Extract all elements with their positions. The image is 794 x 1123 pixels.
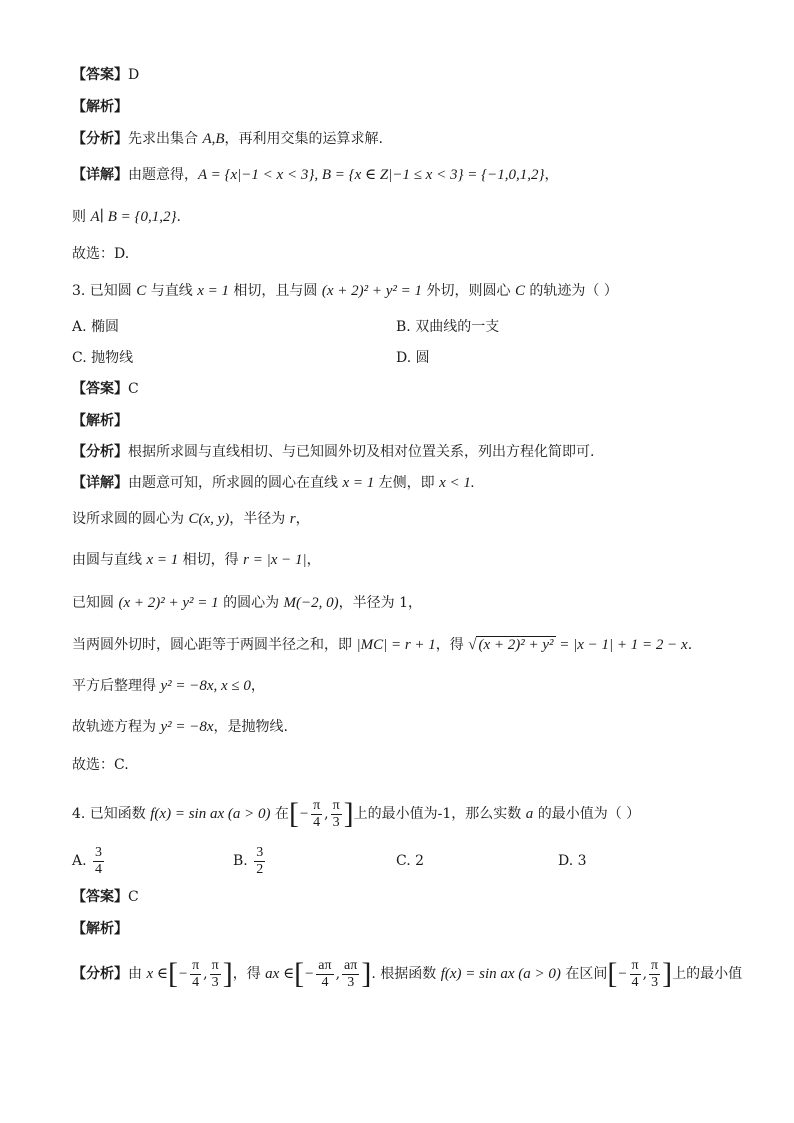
xiangjie-tag: 【详解】 (72, 475, 128, 491)
fenxi-text: 由 (128, 966, 147, 982)
frac-den: 3 (347, 974, 355, 990)
fenxi-text: 根据所求圆与直线相切、与已知圆外切及相对位置关系，列出方程化简即可. (128, 444, 595, 460)
punct: ， (295, 511, 310, 527)
fenxi-text: ，得 (232, 966, 266, 982)
solution-line-4 (72, 634, 692, 656)
math-expression: (x + 2)² + y² = 1 (321, 283, 423, 299)
math-expression: M(−2, 0) (283, 595, 339, 611)
left-bracket: [ (288, 797, 299, 830)
math-expression: A∣ B = {0,1,2} (90, 209, 177, 225)
analysis-heading-q4 (72, 918, 128, 940)
left-bracket: [ (294, 957, 305, 990)
frac-num: π (192, 957, 200, 973)
frac-num: aπ (318, 957, 332, 973)
xiangjie-line-q2 (72, 164, 558, 186)
right-bracket: ] (222, 957, 233, 990)
fenxi-text: ，再利用交集的运算求解. (224, 131, 383, 147)
then-line-q2 (72, 206, 181, 228)
fraction-pi-3 (210, 958, 221, 991)
analysis-tag: 【解析】 (72, 99, 128, 115)
option-d-q4: D. 3 (558, 853, 587, 869)
frac-den: 4 (95, 861, 103, 877)
math-expression: C(x, y) (188, 511, 230, 527)
solution-text: ，是抛物线. (213, 719, 288, 735)
xiangjie-text: 由题意得， (128, 167, 198, 183)
solution-text: ，半径为 1， (338, 595, 422, 611)
solution-text: 已知圆 (72, 595, 119, 611)
math-var: C (136, 283, 147, 299)
frac-den: 4 (321, 974, 329, 990)
fraction-pi-3 (649, 958, 660, 991)
analysis-tag: 【解析】 (72, 921, 128, 937)
math-expression: r = |x − 1| (243, 552, 307, 568)
frac-num: π (332, 797, 340, 813)
frac-den: 3 (211, 974, 219, 990)
math-expression: x = 1 (342, 475, 375, 491)
math-sets: A,B (202, 131, 225, 147)
option-label: A. (72, 853, 87, 869)
option-a-q4 (72, 843, 106, 879)
answer-line-q3 (72, 378, 139, 400)
solution-text: 由圆与直线 (72, 552, 147, 568)
fenxi-tag: 【分析】 (72, 966, 128, 982)
answer-value: C (128, 381, 139, 397)
option-a: A. 椭圆 (72, 319, 120, 335)
solution-text: ，得 (435, 637, 469, 653)
stem-text: 4. 已知函数 (72, 806, 151, 822)
frac-num: 3 (95, 844, 103, 860)
math-expression: A = {x|−1 < x < 3}, B = {x ∈ Z|−1 ≤ x < 3} = {−1,0,1,2} (198, 167, 545, 183)
right-bracket: ] (343, 797, 354, 830)
fraction-pi-4 (630, 958, 641, 991)
math-expression: f(x) = sin ax (a > 0) (150, 806, 271, 822)
choose-line-q2 (72, 243, 129, 265)
solution-text: 故轨迹方程为 (72, 719, 161, 735)
minus-sign: − (617, 966, 628, 982)
math-expression: (x + 2)² + y² (478, 637, 554, 653)
fenxi-text: 上的最小值 (672, 966, 743, 982)
fenxi-text: 在区间 (560, 966, 608, 982)
xiangjie-tag: 【详解】 (72, 167, 128, 183)
punct: ， (250, 678, 265, 694)
stem-text: 与直线 (146, 283, 198, 299)
option-b: B. 双曲线的一支 (396, 319, 500, 335)
option-c: C. 抛物线 (72, 350, 134, 366)
analysis-heading-q2 (72, 96, 128, 118)
math-expression: f(x) = sin ax (a > 0) (440, 966, 561, 982)
option-b-q4 (233, 843, 267, 879)
frac-den: 4 (631, 974, 639, 990)
frac-num: π (651, 957, 659, 973)
option-c-q4: C. 2 (396, 853, 425, 869)
frac-num: 3 (256, 844, 264, 860)
math-expression: x = 1 (197, 283, 229, 299)
answer-value: D (128, 67, 140, 83)
math-expression: |MC| = r + 1 (356, 637, 436, 653)
fenxi-line-q4: 【分析】由 x ∈[− $\frac{\pi}{4}$ , $\frac{\pi}{3}$ ]，得 ax ∈[− $\frac{a\pi}{4}$ , $\frac{a\pi}{3}$ ]. 根据函数 f(x) = sin ax (a > 0) 在区间[− $\frac{\pi}{4}$ , $\frac{\pi}{3}$ ]上的最小值 (72, 957, 743, 990)
frac-den: 2 (256, 861, 264, 877)
then-text: 则 (72, 209, 91, 225)
frac-num: π (313, 797, 321, 813)
fraction-option-b (254, 845, 265, 878)
math-var: C (514, 283, 525, 299)
analysis-heading-q3 (72, 410, 128, 432)
fraction-api-3 (342, 958, 359, 991)
right-bracket: ] (361, 957, 372, 990)
punct: ， (544, 167, 559, 183)
solution-line-3 (72, 592, 422, 614)
math-expression: x = 1 (146, 552, 179, 568)
math-expression: y² = −8x (160, 719, 214, 735)
solution-line-5 (72, 675, 265, 697)
question-stem-q4: 4. 已知函数 f(x) = sin ax (a > 0) 在[− $\frac{\pi}{4}$ , $\frac{\pi}{3}$ ]上的最小值为-1，那么实数 a 的最小值为（ ） (72, 797, 641, 830)
fenxi-line-q2 (72, 128, 383, 150)
answer-tag: 【答案】 (72, 67, 128, 83)
fenxi-text: . 根据函数 (371, 966, 441, 982)
fenxi-text: 先求出集合 (128, 131, 203, 147)
stem-text: 在 (270, 806, 289, 822)
solution-text: 的圆心为 (218, 595, 284, 611)
frac-num: aπ (344, 957, 358, 973)
fraction-api-4 (316, 958, 333, 991)
solution-text: ，半径为 (229, 511, 290, 527)
solution-line-2 (72, 549, 321, 571)
frac-den: 3 (651, 974, 659, 990)
fenxi-tag: 【分析】 (72, 131, 128, 147)
math-var: a (525, 806, 534, 822)
xiangjie-text: 左侧，即 (374, 475, 440, 491)
analysis-tag: 【解析】 (72, 413, 128, 429)
math-expression: (x + 2)² + y² = 1 (118, 595, 219, 611)
answer-tag: 【答案】 (72, 381, 128, 397)
answer-line-q2 (72, 64, 139, 86)
minus-sign: − (304, 966, 315, 982)
frac-den: 3 (332, 814, 340, 830)
solution-line-6 (72, 716, 288, 738)
punct: . (176, 209, 181, 225)
stem-text: 的最小值为（ ） (533, 806, 641, 822)
left-bracket: [ (607, 957, 618, 990)
option-d: D. 圆 (396, 350, 430, 366)
fraction-pi-4 (190, 958, 201, 991)
punct: . (687, 637, 693, 653)
stem-text: 上的最小值为-1，那么实数 (353, 806, 526, 822)
choose-text: 故选：D. (72, 246, 130, 262)
solution-text: 当两圆外切时，圆心距等于两圆半径之和，即 (72, 637, 357, 653)
right-bracket: ] (662, 957, 673, 990)
math-expression: x < 1. (439, 475, 475, 491)
fraction-pi-3 (331, 798, 342, 831)
choose-line-q3 (72, 754, 129, 776)
fraction-option-a (93, 845, 104, 878)
math-expression: x ∈ (146, 966, 168, 982)
stem-text: 的轨迹为（ ） (524, 283, 618, 299)
sqrt-symbol: √ (468, 637, 477, 653)
frac-num: π (211, 957, 219, 973)
fraction-pi-4 (311, 798, 322, 831)
answer-value: C (128, 889, 139, 905)
solution-text: 相切，得 (178, 552, 244, 568)
fenxi-line-q3 (72, 441, 594, 463)
solution-line-1 (72, 508, 310, 530)
math-expression: ax ∈ (265, 966, 295, 982)
xiangjie-line-q3 (72, 472, 475, 494)
solution-text: 平方后整理得 (72, 678, 161, 694)
minus-sign: − (298, 806, 310, 822)
stem-text: 外切，则圆心 (422, 283, 515, 299)
left-bracket: [ (167, 957, 178, 990)
option-label: B. (233, 853, 248, 869)
xiangjie-text: 由题意可知，所求圆的圆心在直线 (128, 475, 343, 491)
fenxi-tag: 【分析】 (72, 444, 128, 460)
math-expression: = |x − 1| + 1 = 2 − x (555, 637, 688, 653)
stem-text: 3. 已知圆 (72, 283, 137, 299)
frac-den: 4 (192, 974, 200, 990)
math-expression: y² = −8x, x ≤ 0 (160, 678, 251, 694)
minus-sign: − (177, 966, 189, 982)
punct: ， (306, 552, 321, 568)
solution-text: 设所求圆的圆心为 (72, 511, 189, 527)
stem-text: 相切，且与圆 (228, 283, 322, 299)
answer-line-q4 (72, 886, 139, 908)
choose-text: 故选：C. (72, 757, 129, 773)
math-var: r (289, 511, 296, 527)
frac-den: 4 (313, 814, 321, 830)
frac-num: π (631, 957, 639, 973)
answer-tag: 【答案】 (72, 889, 128, 905)
question-stem-q3 (72, 280, 618, 302)
